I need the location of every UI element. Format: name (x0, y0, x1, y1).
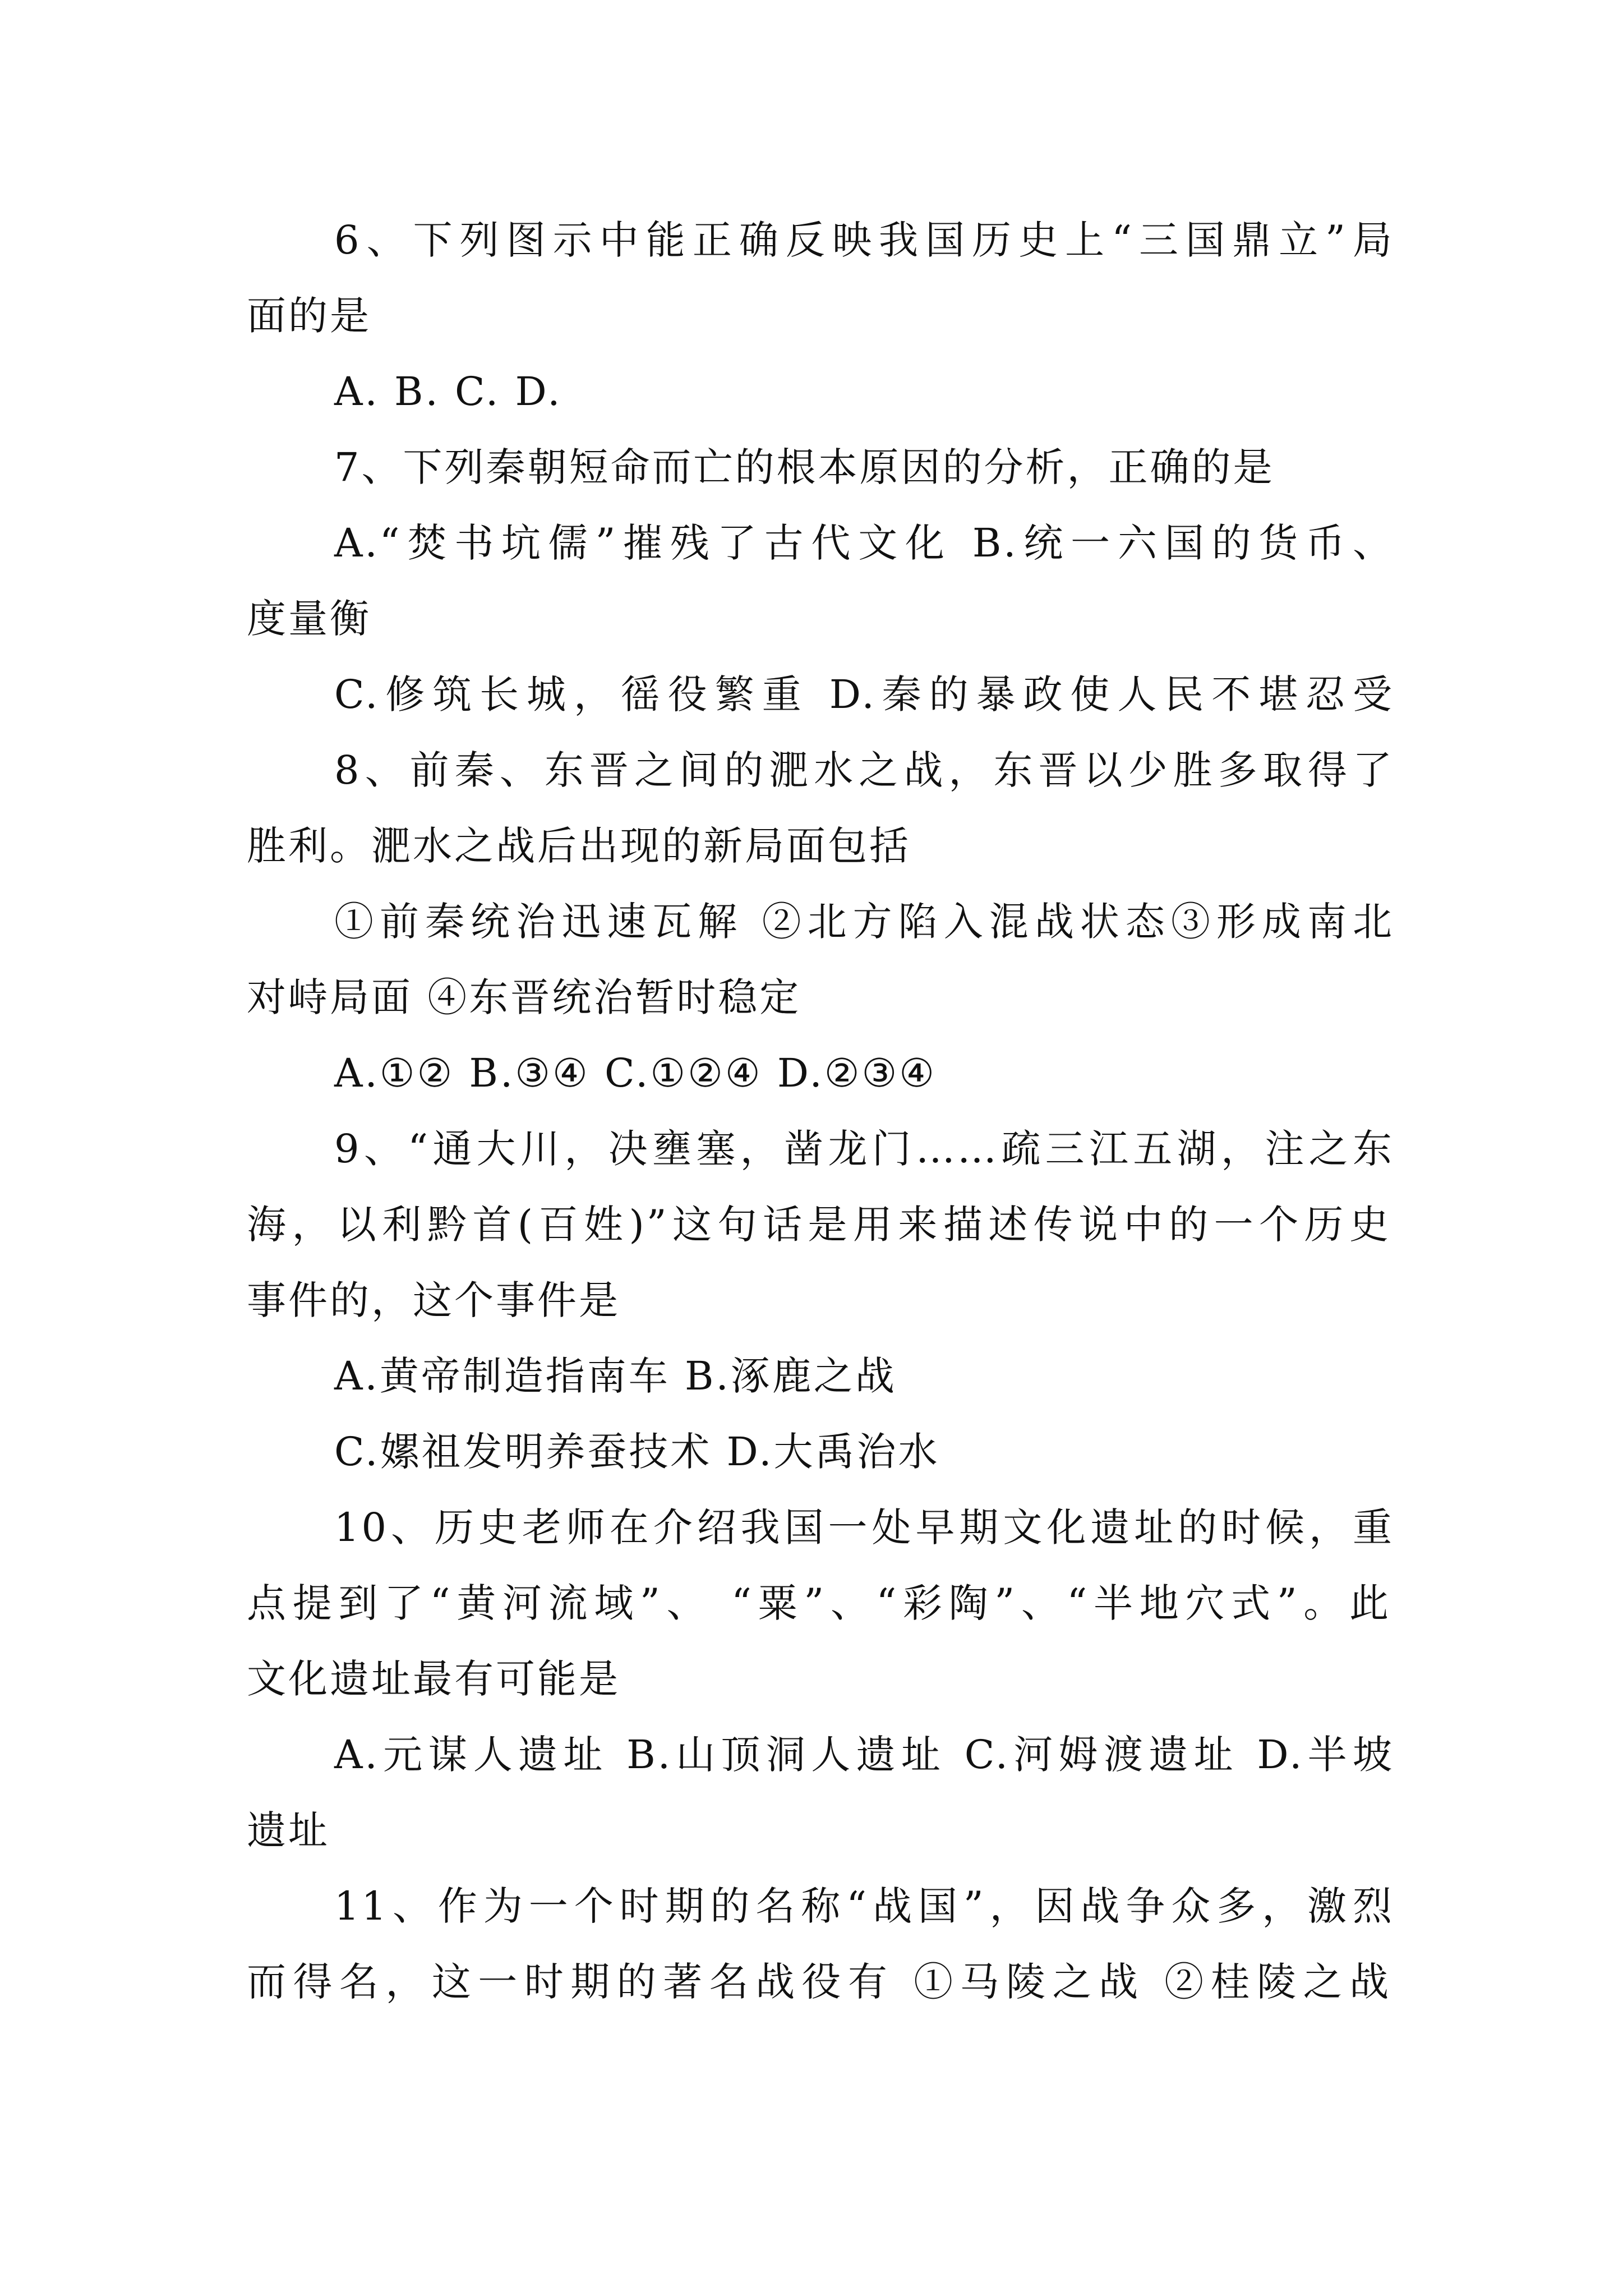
question-9-line-3: 事件的，这个事件是 (247, 1277, 620, 1323)
question-11-line-2: 而得名，这一时期的著名战役有 ①马陵之战 ②桂陵之战 (247, 1959, 1391, 2005)
question-10-line-2: 点提到了“黄河流域”、 “粟”、“彩陶”、“半地穴式”。此 (247, 1580, 1391, 1626)
question-8-statements-2: 对峙局面 ④东晋统治暂时稳定 (247, 974, 801, 1020)
question-10-line-1: 10、历史老师在介绍我国一处早期文化遗址的时候，重 (334, 1504, 1394, 1550)
question-6-line-2: 面的是 (247, 293, 371, 339)
question-7-line-1: 7、下列秦朝短命而亡的根本原因的分析，正确的是 (334, 444, 1275, 490)
question-10-options-1: A.元谋人遗址 B.山顶洞人遗址 C.河姆渡遗址 D.半坡 (334, 1732, 1394, 1778)
question-8-line-1: 8、前秦、东晋之间的淝水之战，东晋以少胜多取得了 (334, 747, 1394, 793)
question-6-line-1: 6、下列图示中能正确反映我国历史上“三国鼎立”局 (334, 217, 1394, 263)
question-9-options-2: C.嫘祖发明养蚕技术 D.大禹治水 (334, 1429, 940, 1475)
question-11-line-1: 11、作为一个时期的名称“战国”，因战争众多，激烈 (334, 1883, 1394, 1929)
question-6-options: A. B. C. D. (334, 369, 562, 415)
question-9-options-1: A.黄帝制造指南车 B.涿鹿之战 (334, 1353, 897, 1399)
question-8-line-2: 胜利。淝水之战后出现的新局面包括 (247, 823, 911, 869)
question-9-line-2: 海，以利黔首(百姓)”这句话是用来描述传说中的一个历史 (247, 1202, 1391, 1248)
question-10-options-2: 遗址 (247, 1807, 330, 1853)
question-9-line-1: 9、“通大川，决壅塞，凿龙门……疏三江五湖，注之东 (334, 1126, 1394, 1172)
question-8-options: A.①② B.③④ C.①②④ D.②③④ (334, 1050, 937, 1096)
question-7-options-1: A.“焚书坑儒”摧残了古代文化 B.统一六国的货币、 (334, 520, 1394, 566)
question-10-line-3: 文化遗址最有可能是 (247, 1656, 620, 1702)
question-7-options-3: C.修筑长城，徭役繁重 D.秦的暴政使人民不堪忍受 (334, 671, 1394, 717)
question-8-statements-1: ①前秦统治迅速瓦解 ②北方陷入混战状态③形成南北 (334, 899, 1394, 945)
question-7-options-2: 度量衡 (247, 596, 371, 642)
